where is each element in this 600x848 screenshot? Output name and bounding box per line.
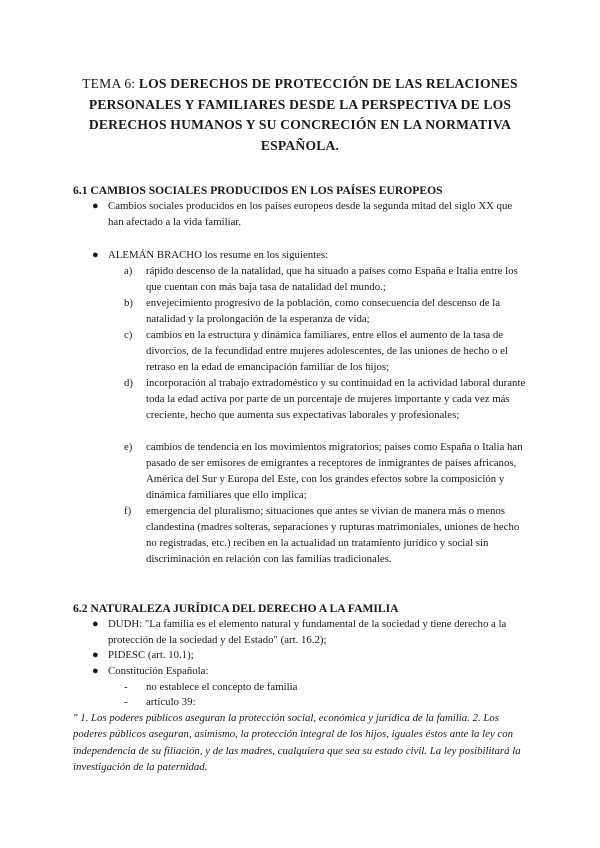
sub-item-text: incorporación al trabajo extradoméstico y su continuidad en la actividad laboral durante toda la edad activa por parte de un porcentaje de mujeres importante y cada vez más creciente, hecho que aumenta sus expectativas laborales y profesionales;	[146, 377, 526, 421]
section-2-heading: 6.2 NATURALEZA JURÍDICA DEL DERECHO A LA FAMILIA	[73, 602, 399, 615]
bullet-text: Cambios sociales producidos en los países europeos desde la segunda mitad del siglo XX que han afectado a la vida familiar.	[108, 200, 513, 228]
title-prefix: TEMA 6:	[82, 76, 139, 91]
sub-item-label: c)	[124, 329, 133, 341]
bullet-icon: ●	[92, 665, 99, 677]
bullet-text: Constitución Española:	[108, 665, 209, 677]
dash-icon: -	[124, 681, 128, 693]
article-39-quote: " 1. Los poderes públicos aseguran la protección social, económica y jurídica de la familia. 2. Los poderes públicos aseguran, asimismo, la protección integral de los hijos, iguales éstos ante la ley con independencia de su filiación, y de las madres, cualquiera que sea su estado civil. La ley posibilitará la investigación de la paternidad.	[73, 712, 521, 774]
bullet-icon: ●	[92, 618, 99, 630]
sub-item-text: emergencia del pluralismo; situaciones que antes se vivían de manera más o menos clandestina (madres solteras, separaciones y rupturas matrimoniales, uniones de hecho no registradas, etc.) reciben en la actualidad un tratamiento jurídico y social sin discriminación en relación con las familias tradicionales.	[146, 505, 520, 565]
sub-item-label: e)	[124, 441, 133, 453]
sub-item-text: rápido descenso de la natalidad, que ha situado a países como España e Italia entre los que cuentan con más baja tasa de natalidad del mundo.;	[146, 265, 518, 293]
sub-item-label: f)	[124, 505, 132, 517]
dash-icon: -	[124, 696, 128, 708]
bullet-text: ALEMÁN BRACHO los resume en los siguientes:	[108, 249, 329, 261]
bullet-text: DUDH: "La familia es el elemento natural y fundamental de la sociedad y tiene derecho a la protección de la sociedad y del Estado" (art. 16.2);	[108, 618, 507, 646]
sub-item-label: b)	[124, 297, 133, 309]
sub-item-label: a)	[124, 265, 133, 277]
document-title	[80, 74, 520, 156]
sub-item-text: cambios de tendencia en los movimientos migratorios; países como España o Italia han pasado de ser emisores de emigrantes a receptores de inmigrantes de países africanos, América del Sur y Europa del Este, con los grandes efectos sobre la composición y dinámica familiares que ello implica;	[146, 441, 523, 501]
sub-item-label: d)	[124, 377, 133, 389]
sub-item-text: envejecimiento progresivo de la población, como consecuencia del descenso de la natalidad y la prolongación de la esperanza de vida;	[146, 297, 501, 325]
bullet-icon: ●	[92, 649, 99, 661]
dash-text: no establece el concepto de familia	[146, 681, 298, 693]
sub-item-text: cambios en la estructura y dinámica familiares, entre ellos el aumento de la tasa de divorcios, de la fecundidad entre mujeres adolescentes, de las uniones de hecho o el retraso en la edad de emancipación familiar de los hijos;	[146, 329, 508, 373]
title-main: LOS DERECHOS DE PROTECCIÓN DE LAS RELACIONES PERSONALES Y FAMILIARES DESDE LA PERSPECTIVA DE LOS DERECHOS HUMANOS Y SU CONCRECIÓN EN LA NORMATIVA ESPAÑOLA.	[88, 76, 518, 153]
section-1-heading: 6.1 CAMBIOS SOCIALES PRODUCIDOS EN LOS PAÍSES EUROPEOS	[73, 184, 443, 197]
bullet-icon: ●	[92, 249, 99, 261]
dash-text: artículo 39:	[146, 696, 196, 708]
bullet-icon: ●	[92, 200, 99, 212]
bullet-text: PIDESC (art. 10.1);	[108, 649, 194, 661]
